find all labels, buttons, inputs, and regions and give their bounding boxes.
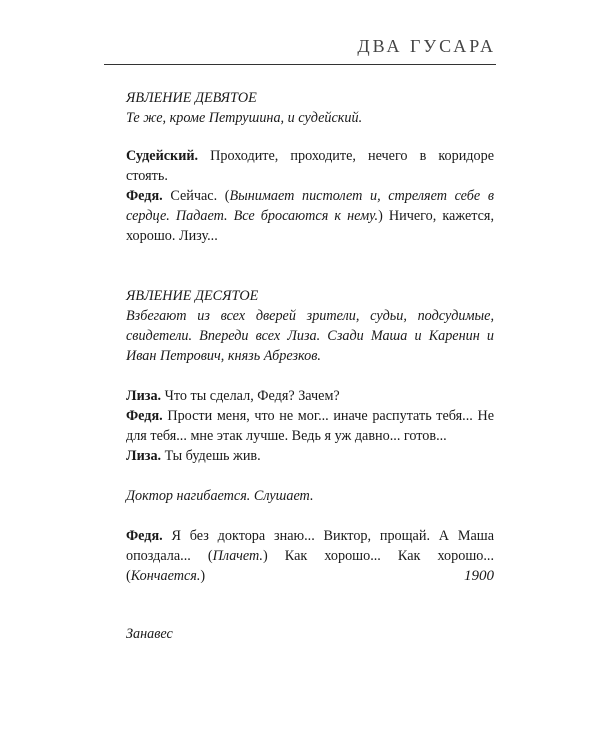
- dialogue-line: [126, 386, 494, 406]
- stage-direction: Доктор нагибается. Слушает.: [126, 488, 314, 504]
- inline-stage-direction: Кончается.: [130, 568, 201, 584]
- header-rule: [104, 64, 496, 65]
- play-text: [126, 80, 494, 644]
- dialogue-line: [126, 146, 494, 186]
- dialogue-line: [126, 526, 494, 586]
- inline-stage-direction: Плачет.: [212, 548, 263, 564]
- scene-nine-stage-direction: Те же, кроме Петрушина, и судейский.: [126, 110, 363, 126]
- dialogue-line: [126, 186, 494, 246]
- speech-text: ): [200, 568, 206, 584]
- speech-text: ) Как хорошо... Как хорошо... (: [126, 548, 494, 584]
- speech-text: Что ты сделал, Федя? Зачем?: [161, 388, 340, 404]
- scene-ten-title: ЯВЛЕНИЕ ДЕСЯТОЕ: [126, 288, 259, 304]
- dialogue-line: [126, 446, 494, 466]
- year-date: 1900: [464, 568, 494, 584]
- inline-stage-direction: Вынимает пистолет и, стреляет себе в сердце. Падает. Все бросаются к нему.: [126, 188, 494, 224]
- dialogue-line: [126, 406, 494, 446]
- speaker-name: Федя.: [126, 408, 163, 424]
- speaker-name: Федя.: [126, 528, 163, 544]
- running-title: ДВА ГУСАРА: [357, 36, 496, 56]
- speech-text: Проходите, проходите, нечего в коридоре стоять.: [126, 148, 494, 184]
- speech-text: Прости меня, что не мог... иначе распутать тебя... Не для тебя... мне этак лучше. Ведь я уж давно... готов...: [126, 408, 494, 444]
- speaker-name: Федя.: [126, 188, 163, 204]
- speech-text: Я без доктора знаю... Виктор, прощай. А Маша опоздала... (: [126, 528, 494, 564]
- speaker-name: Судейский.: [126, 148, 199, 164]
- scene-nine-title: ЯВЛЕНИЕ ДЕВЯТОЕ: [126, 90, 257, 106]
- speech-text: Сейчас. (: [162, 188, 230, 204]
- speech-text: Ты будешь жив.: [161, 448, 261, 464]
- speaker-name: Лиза.: [126, 388, 162, 404]
- scene-ten-stage-direction: Взбегают из всех дверей зрители, судьи, подсудимые, свидетели. Впереди всех Лиза. Сзади Маша и Каренин и Иван Петрович, князь Абрезков.: [126, 308, 494, 364]
- speaker-name: Лиза.: [126, 448, 162, 464]
- curtain-note: Занавес: [126, 626, 173, 642]
- speech-text: ) Ничего, кажется, хорошо. Лизу...: [126, 208, 494, 244]
